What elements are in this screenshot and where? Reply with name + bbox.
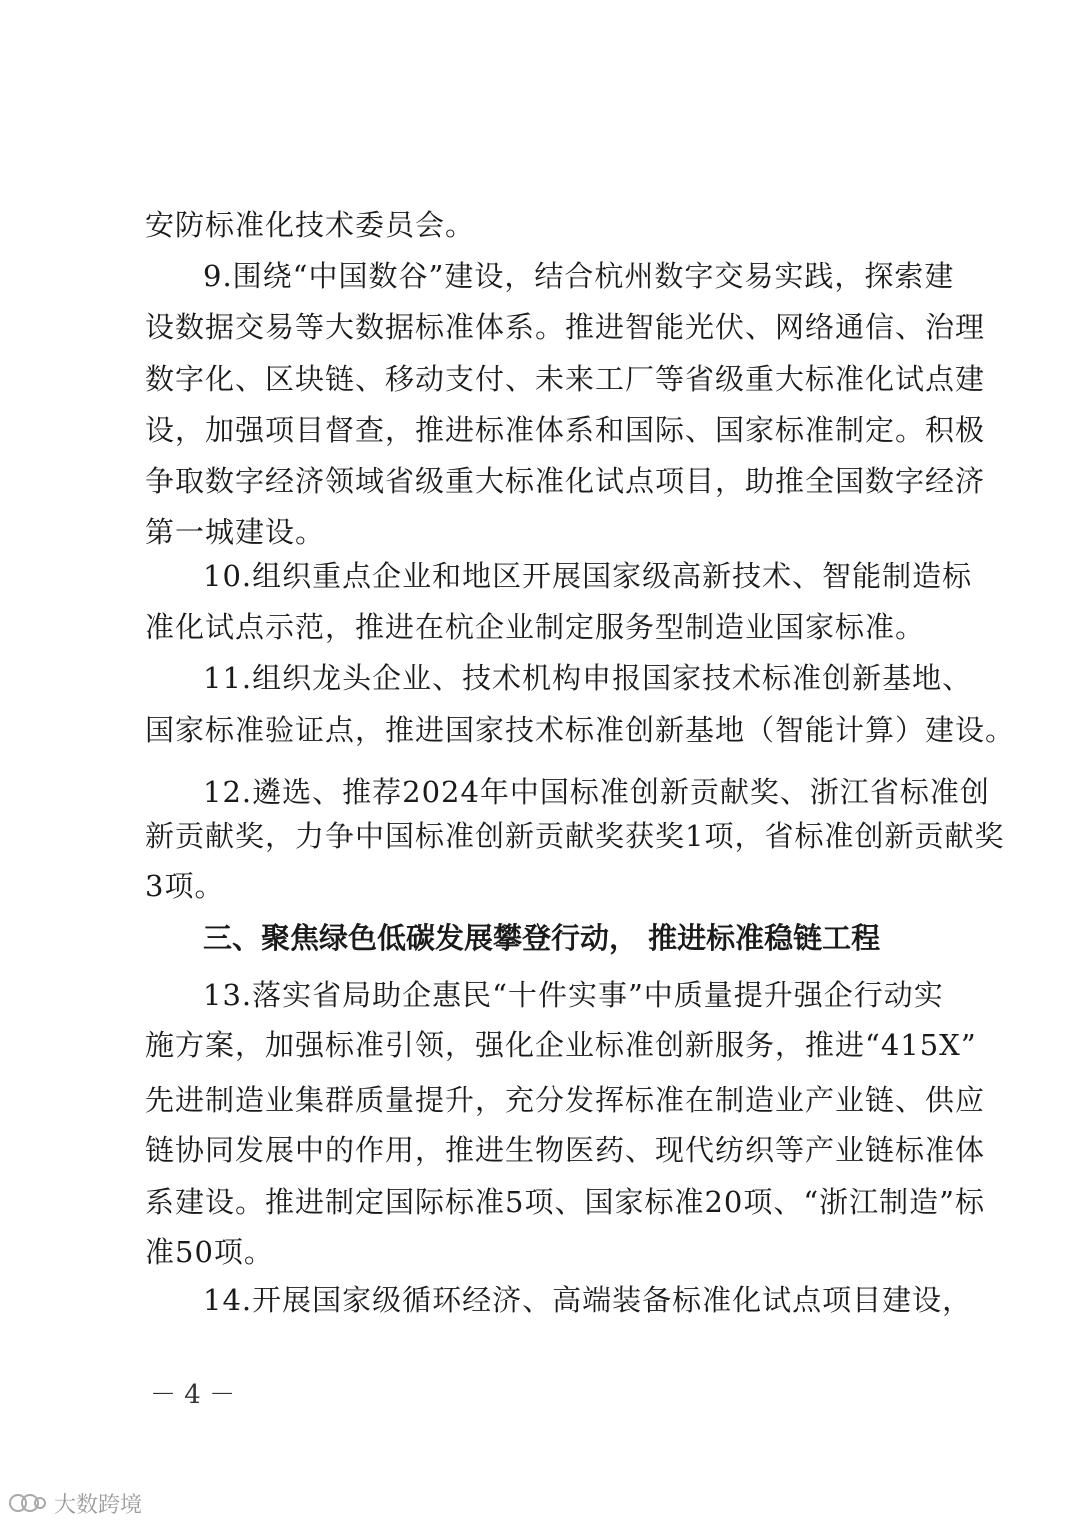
paragraph-line: 第一城建设。 [145, 515, 326, 549]
paragraph-line: 准50项。 [145, 1235, 274, 1269]
paragraph-line: 3项。 [145, 869, 225, 903]
paragraph-line: 安防标准化技术委员会。 [145, 208, 476, 242]
paragraph-line: 14.开展国家级循环经济、高端装备标准化试点项目建设， [203, 1283, 973, 1317]
paragraph-line: 11.组织龙头企业、技术机构申报国家技术标准创新基地、 [203, 661, 973, 695]
section-heading: 三、聚焦绿色低碳发展攀登行动， 推进标准稳链工程 [203, 921, 881, 955]
watermark-text: 大数跨境 [54, 1492, 143, 1518]
paragraph-line: 数字化、区块链、移动支付、未来工厂等省级重大标准化试点建 [145, 362, 986, 396]
paragraph-line: 链协同发展中的作用，推进生物医药、现代纺织等产业链标准体 [145, 1133, 986, 1167]
paragraph-line: 国家标准验证点，推进国家技术标准创新基地（智能计算）建设。 [145, 713, 1016, 747]
paragraph-line: 设，加强项目督查，推进标准体系和国际、国家标准制定。积极 [145, 413, 986, 447]
paragraph-line: 施方案，加强标准引领，强化企业标准创新服务，推进“415X” [145, 1028, 977, 1062]
paragraph-line: 系建设。推进制定国际标准5项、国家标准20项、“浙江制造”标 [145, 1185, 986, 1219]
paragraph-line: 13.落实省局助企惠民“十件实事”中质量提升强企行动实 [203, 978, 944, 1012]
paragraph-line: 争取数字经济领域省级重大标准化试点项目，助推全国数字经济 [145, 464, 986, 498]
paragraph-line: 9.围绕“中国数谷”建设，结合杭州数字交易实践，探索建 [203, 259, 955, 293]
paragraph-line: 12.遴选、推荐2024年中国标准创新贡献奖、浙江省标准创 [203, 775, 990, 809]
page-number: － 4 － [150, 1380, 236, 1410]
paragraph-line: 准化试点示范，推进在杭企业制定服务型制造业国家标准。 [145, 610, 926, 644]
watermark [8, 1488, 142, 1518]
paragraph-line: 设数据交易等大数据标准体系。推进智能光伏、网络通信、治理 [145, 310, 986, 344]
paragraph-line: 10.组织重点企业和地区开展国家级高新技术、智能制造标 [203, 559, 973, 593]
logo-icon [8, 1490, 48, 1516]
paragraph-line: 先进制造业集群质量提升，充分发挥标准在制造业产业链、供应 [145, 1083, 986, 1117]
paragraph-line: 新贡献奖，力争中国标准创新贡献奖获奖1项，省标准创新贡献奖 [145, 819, 1005, 853]
